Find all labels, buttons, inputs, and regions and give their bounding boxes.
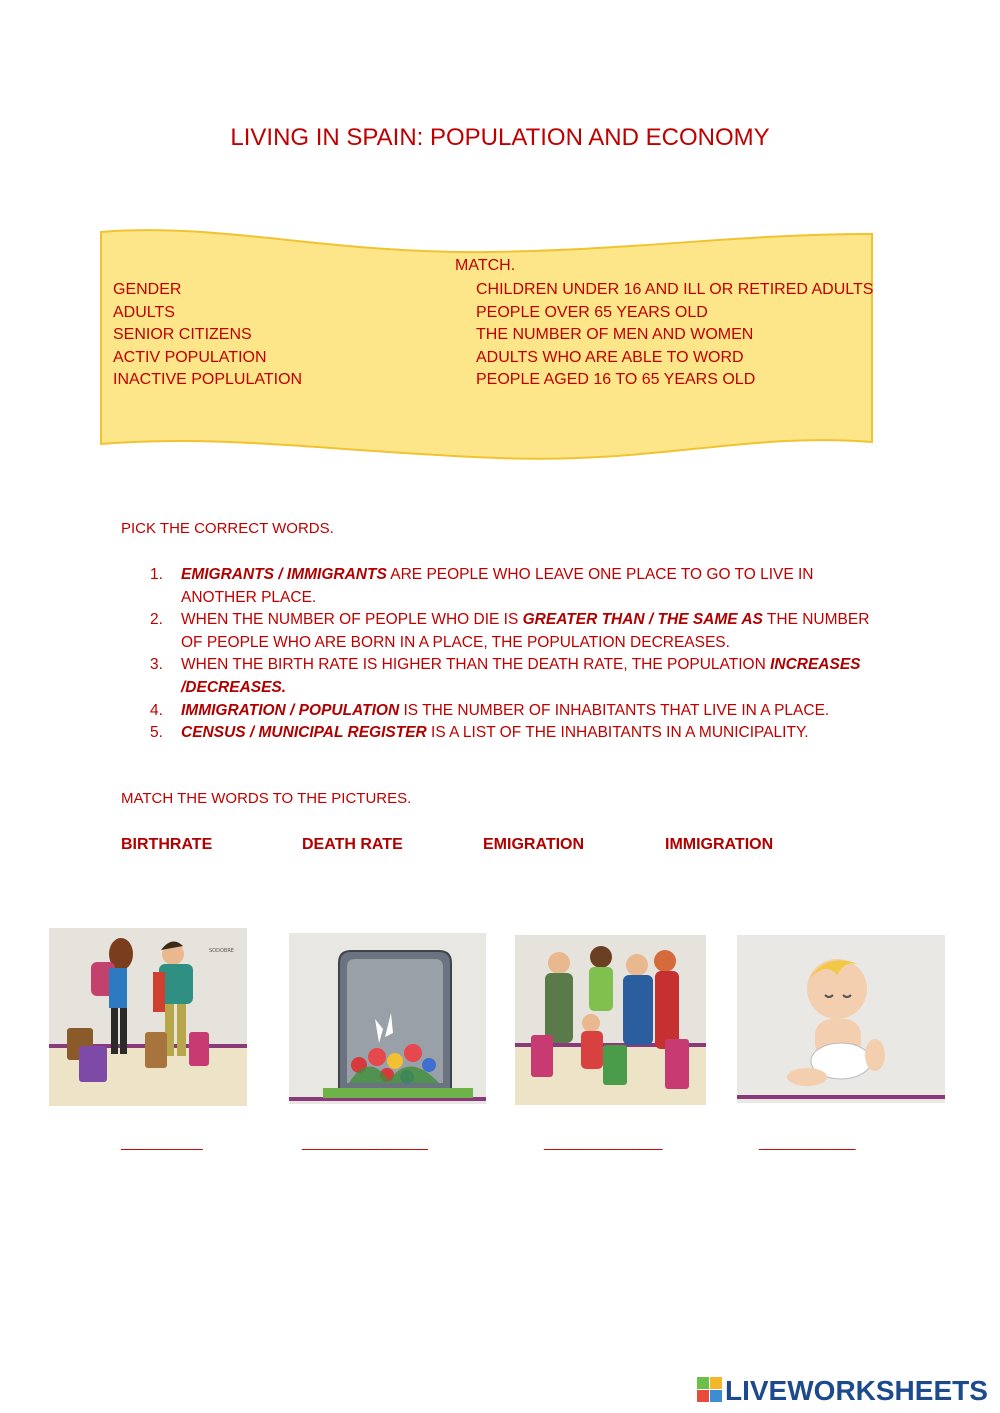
pick-item (150, 564, 880, 609)
pick-item (150, 654, 880, 699)
match-left-item[interactable]: SENIOR CITIZENS (113, 326, 252, 343)
answer-blank[interactable]: _________________ (302, 1134, 427, 1151)
page-title: LIVING IN SPAIN: POPULATION AND ECONOMY (230, 124, 770, 151)
word-birthrate[interactable]: BIRTHRATE (121, 836, 213, 853)
match-left-item[interactable]: INACTIVE POPLULATION (113, 371, 303, 388)
choice-option[interactable]: GREATER THAN / THE SAME AS (522, 611, 763, 629)
word-immigration[interactable]: IMMIGRATION (665, 836, 774, 853)
item-text: THE NUMBER OF PEOPLE WHO ARE BORN IN A PLACE, THE POPULATION DECREASES. (181, 611, 870, 651)
family-picture (515, 935, 706, 1105)
logo-text: LIVEWORKSHEETS (725, 1375, 988, 1406)
match-right-item[interactable]: THE NUMBER OF MEN AND WOMEN (476, 326, 754, 343)
choice-option[interactable]: IMMIGRATION / POPULATION (181, 701, 400, 719)
choice-option[interactable]: CENSUS / MUNICIPAL REGISTER (181, 724, 427, 742)
baby-picture (737, 935, 945, 1103)
item-text: WHEN THE BIRTH RATE IS HIGHER THAN THE DEATH RATE, THE POPULATION (181, 656, 771, 674)
match-left-item[interactable]: ADULTS (113, 303, 175, 321)
item-number: 1. (150, 566, 163, 583)
pick-item (150, 609, 880, 654)
match-right-item[interactable]: PEOPLE AGED 16 TO 65 YEARS OLD (476, 371, 756, 388)
pick-item (150, 722, 880, 745)
word-death-rate[interactable]: DEATH RATE (302, 836, 403, 853)
item-number: 4. (150, 701, 163, 719)
item-text: ARE PEOPLE WHO LEAVE ONE PLACE TO GO TO LIVE IN ANOTHER PLACE. (181, 566, 814, 606)
match-left-item[interactable]: GENDER (113, 281, 182, 298)
item-number: 2. (150, 611, 163, 629)
word-emigration[interactable]: EMIGRATION (483, 836, 585, 853)
item-number: 3. (150, 656, 163, 674)
pick-heading: PICK THE CORRECT WORDS. (121, 520, 334, 537)
pick-list (150, 564, 880, 745)
match-right-item[interactable]: ADULTS WHO ARE ABLE TO WORD (476, 348, 744, 366)
item-text: IS A LIST OF THE INHABITANTS IN A MUNICIPALITY. (426, 724, 809, 742)
answer-blank[interactable]: ___________ (121, 1134, 202, 1151)
svg-text:SODOBRE: SODOBRE (209, 948, 234, 954)
logo-badge-icon (697, 1377, 723, 1403)
answer-blank[interactable]: _____________ (759, 1134, 855, 1151)
gravestone-picture (289, 933, 486, 1104)
item-number: 5. (150, 724, 163, 742)
item-text: IS THE NUMBER OF INHABITANTS THAT LIVE IN A PLACE. (399, 701, 830, 719)
choice-option[interactable]: INCREASES /DECREASES. (181, 656, 861, 696)
match-right-item[interactable]: PEOPLE OVER 65 YEARS OLD (476, 303, 708, 321)
item-text: WHEN THE NUMBER OF PEOPLE WHO DIE IS (181, 611, 523, 629)
match-heading: MATCH. (455, 257, 516, 274)
match-left-item[interactable]: ACTIV POPULATION (113, 348, 267, 366)
pictures-heading: MATCH THE WORDS TO THE PICTURES. (121, 790, 412, 807)
travelers-picture (49, 928, 247, 1106)
answer-blank[interactable]: ________________ (544, 1134, 662, 1151)
match-right-item[interactable]: CHILDREN UNDER 16 AND ILL OR RETIRED ADULTS (476, 281, 874, 298)
match-right-column (476, 279, 873, 392)
pick-item (150, 700, 880, 723)
choice-option[interactable]: EMIGRANTS / IMMIGRANTS (181, 566, 387, 583)
match-left-column (113, 279, 302, 392)
liveworksheets-logo (697, 1375, 988, 1409)
